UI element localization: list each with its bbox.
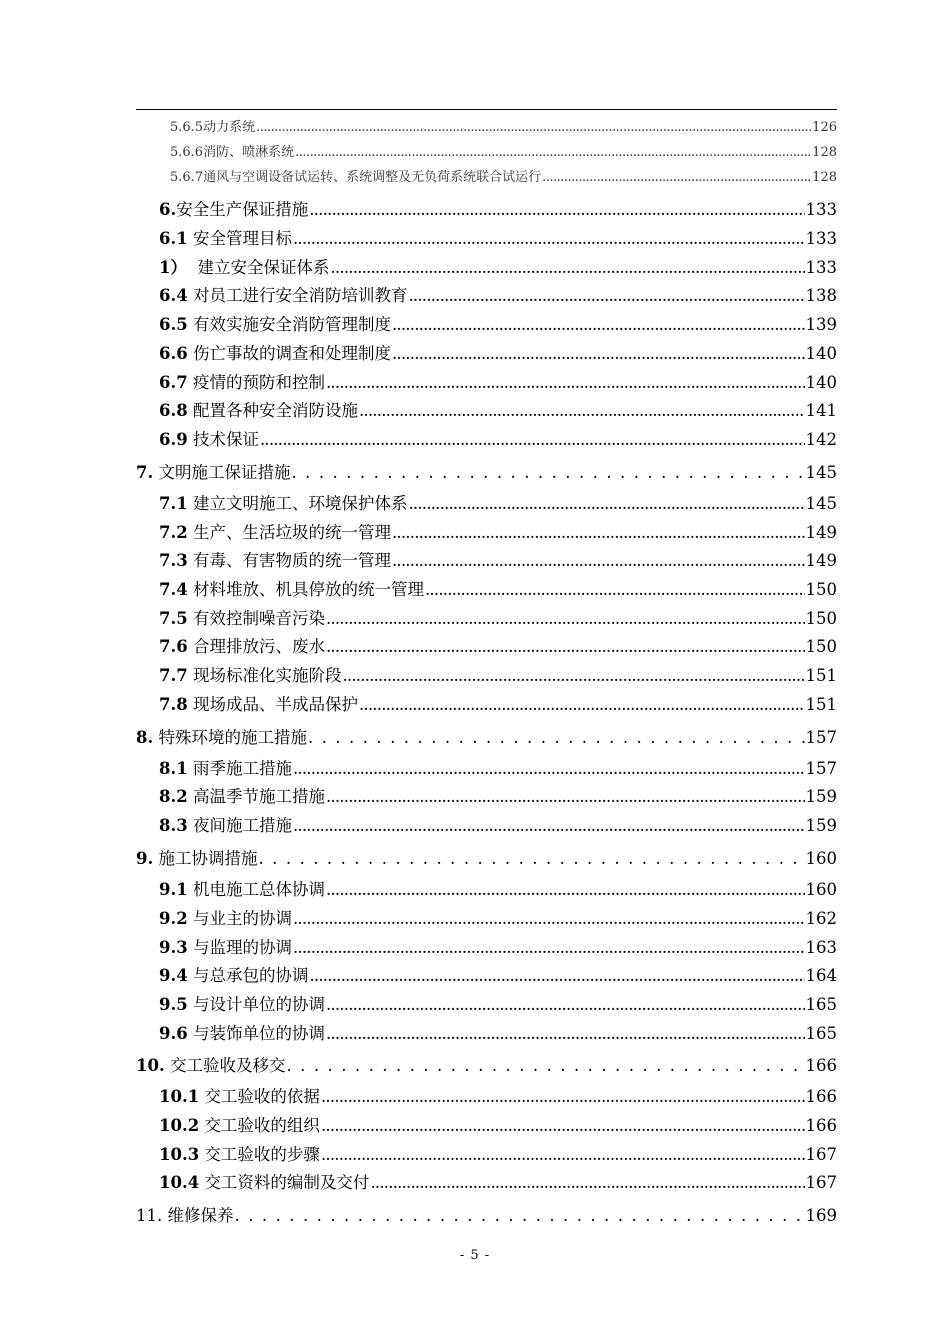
toc-entry-5-6-6[interactable] bbox=[170, 144, 837, 162]
toc-entry-5-6-5[interactable] bbox=[170, 119, 837, 137]
toc-entry-number: 9.1 bbox=[159, 880, 188, 899]
toc-entry-7-7[interactable] bbox=[159, 664, 837, 688]
toc-entry-6-1-1[interactable] bbox=[159, 256, 837, 280]
toc-leader-dots bbox=[308, 726, 805, 750]
toc-entry-9-4[interactable] bbox=[159, 964, 837, 988]
toc-leader-dots bbox=[293, 227, 805, 251]
toc-entry-label bbox=[159, 757, 292, 781]
toc-entry-title: 建立安全保证体系 bbox=[186, 258, 330, 277]
toc-entry-number: 6.8 bbox=[159, 401, 188, 420]
toc-page-number: 166 bbox=[805, 1056, 837, 1075]
toc-leader-dots bbox=[309, 964, 804, 988]
toc-page-number: 150 bbox=[805, 580, 837, 599]
toc-entry-label bbox=[136, 1204, 234, 1228]
toc-entry-number: 9.4 bbox=[159, 966, 188, 985]
toc-page-number: 141 bbox=[805, 401, 837, 420]
toc-page-number: 167 bbox=[805, 1145, 837, 1164]
toc-entry-title: 维修保养 bbox=[162, 1206, 234, 1225]
toc-entry-label bbox=[159, 198, 308, 222]
toc-entry-title: 建立文明施工、环境保护体系 bbox=[187, 494, 408, 513]
toc-chapter-11[interactable] bbox=[136, 1204, 837, 1228]
toc-leader-dots bbox=[370, 1171, 804, 1195]
toc-entry-6[interactable] bbox=[159, 198, 837, 222]
toc-leader-dots bbox=[408, 284, 804, 308]
toc-entry-label bbox=[159, 549, 391, 573]
toc-entry-number: 6.4 bbox=[159, 286, 188, 305]
toc-entry-number: 10.2 bbox=[159, 1116, 200, 1135]
toc-leader-dots bbox=[326, 878, 805, 902]
toc-entry-label bbox=[159, 1114, 320, 1138]
toc-chapter-8[interactable] bbox=[136, 726, 837, 750]
toc-page-number: 133 bbox=[805, 200, 837, 219]
toc-page-number: 160 bbox=[805, 849, 837, 868]
toc-entry-label: 5.6.7通风与空调设备试运转、系统调整及无负荷系统联合试运行 bbox=[170, 170, 542, 185]
toc-entry-title: 机电施工总体协调 bbox=[187, 880, 325, 899]
toc-entry-title: 交工资料的编制及交付 bbox=[199, 1173, 370, 1192]
toc-page-number: 145 bbox=[805, 463, 837, 482]
toc-page-number: 157 bbox=[805, 728, 837, 747]
toc-entry-number: 10. bbox=[136, 1056, 165, 1075]
toc-leader-dots bbox=[425, 578, 805, 602]
toc-entry-label bbox=[136, 1054, 285, 1078]
toc-entry-6-6[interactable] bbox=[159, 342, 837, 366]
toc-entry-label bbox=[159, 578, 424, 602]
toc-entry-7-1[interactable] bbox=[159, 492, 837, 516]
toc-entry-label bbox=[159, 1022, 325, 1046]
toc-entry-title: 与监理的协调 bbox=[187, 938, 292, 957]
toc-page-number: 149 bbox=[805, 551, 837, 570]
toc-leader-dots bbox=[258, 847, 804, 871]
toc-entry-7-4[interactable] bbox=[159, 578, 837, 602]
toc-leader-dots bbox=[392, 342, 805, 366]
toc-entry-9-6[interactable] bbox=[159, 1022, 837, 1046]
toc-entry-7-8[interactable] bbox=[159, 693, 837, 717]
toc-entry-title: 雨季施工措施 bbox=[187, 759, 292, 778]
toc-entry-6-5[interactable] bbox=[159, 313, 837, 337]
toc-leader-dots bbox=[256, 119, 811, 137]
toc-entry-title: 夜间施工措施 bbox=[187, 816, 292, 835]
toc-entry-number: 9.3 bbox=[159, 938, 188, 957]
toc-entry-number: 8.3 bbox=[159, 816, 188, 835]
toc-chapter-7[interactable] bbox=[136, 461, 837, 485]
toc-entry-label bbox=[159, 936, 292, 960]
toc-page-number: 128 bbox=[812, 145, 837, 160]
toc-entry-title: 安全生产保证措施 bbox=[176, 200, 309, 219]
toc-leader-dots bbox=[408, 492, 804, 516]
toc-entry-label bbox=[136, 847, 257, 871]
toc-page-number: 150 bbox=[805, 609, 837, 628]
toc-entry-number: 6.6 bbox=[159, 344, 188, 363]
toc-entry-7-6[interactable] bbox=[159, 635, 837, 659]
toc-page-number: 140 bbox=[805, 344, 837, 363]
toc-entry-number: 11. bbox=[136, 1206, 163, 1225]
toc-page-number: 133 bbox=[805, 229, 837, 248]
toc-leader-dots bbox=[321, 1085, 805, 1109]
toc-entry-title: 交工验收及移交 bbox=[164, 1056, 286, 1075]
toc-entry-title: 特殊环境的施工措施 bbox=[153, 728, 307, 747]
toc-entry-number: 10.3 bbox=[159, 1145, 200, 1164]
toc-page-number: 165 bbox=[805, 1024, 837, 1043]
toc-entry-label bbox=[136, 726, 307, 750]
toc-page-number: 169 bbox=[805, 1206, 837, 1225]
toc-page-number: 126 bbox=[812, 120, 837, 135]
toc-page-number: 160 bbox=[805, 880, 837, 899]
toc-entry-title: 生产、生活垃圾的统一管理 bbox=[187, 523, 391, 542]
toc-leader-dots bbox=[293, 757, 805, 781]
toc-leader-dots bbox=[326, 785, 805, 809]
toc-leader-dots bbox=[330, 256, 804, 280]
toc-page-number: 165 bbox=[805, 995, 837, 1014]
toc-entry-10-4[interactable] bbox=[159, 1171, 837, 1195]
toc-page-number: 162 bbox=[805, 909, 837, 928]
toc-entry-number: 6. bbox=[159, 200, 177, 219]
toc-leader-dots bbox=[235, 1204, 805, 1228]
toc-entry-label bbox=[159, 814, 292, 838]
toc-leader-dots bbox=[392, 313, 805, 337]
toc-leader-dots bbox=[326, 1022, 805, 1046]
toc-page-number: 151 bbox=[805, 666, 837, 685]
toc-page-number: 164 bbox=[805, 966, 837, 985]
toc-entry-label bbox=[159, 256, 329, 280]
toc-page-number: 150 bbox=[805, 637, 837, 656]
toc-page-number: 138 bbox=[805, 286, 837, 305]
toc-page-number: 157 bbox=[805, 759, 837, 778]
toc-entry-title: 施工协调措施 bbox=[153, 849, 258, 868]
toc-entry-number: 9.5 bbox=[159, 995, 188, 1014]
toc-leader-dots bbox=[286, 1054, 804, 1078]
toc-entry-9-1[interactable] bbox=[159, 878, 837, 902]
toc-leader-dots bbox=[392, 521, 805, 545]
toc-entry-6-4[interactable] bbox=[159, 284, 837, 308]
toc-entry-6-7[interactable] bbox=[159, 371, 837, 395]
toc-leader-dots bbox=[293, 936, 805, 960]
toc-entry-label bbox=[159, 313, 391, 337]
toc-entry-number: 8.2 bbox=[159, 787, 188, 806]
toc-page-number: 133 bbox=[805, 258, 837, 277]
toc-entry-7-3[interactable] bbox=[159, 549, 837, 573]
toc-entry-label bbox=[159, 284, 407, 308]
toc-page-number: 163 bbox=[805, 938, 837, 957]
toc-entry-number: 7.5 bbox=[159, 609, 188, 628]
toc-entry-title: 现场标准化实施阶段 bbox=[187, 666, 342, 685]
toc-entry-number: 7.3 bbox=[159, 551, 188, 570]
toc-entry-8-1[interactable] bbox=[159, 757, 837, 781]
toc-entry-label bbox=[159, 878, 325, 902]
toc-entry-5-6-7[interactable] bbox=[170, 169, 837, 187]
toc-leader-dots bbox=[542, 169, 811, 187]
toc-entry-6-8[interactable] bbox=[159, 399, 837, 423]
toc-entry-label bbox=[159, 1143, 320, 1167]
toc-entry-number: 7.6 bbox=[159, 637, 188, 656]
toc-entry-title: 高温季节施工措施 bbox=[187, 787, 325, 806]
toc-page-number: 139 bbox=[805, 315, 837, 334]
toc-entry-label bbox=[159, 993, 325, 1017]
toc-leader-dots bbox=[295, 144, 811, 162]
toc-entry-number: 1） bbox=[159, 258, 187, 277]
toc-entry-label bbox=[159, 607, 325, 631]
toc-leader-dots bbox=[342, 664, 804, 688]
toc-entry-number: 6.5 bbox=[159, 315, 188, 334]
toc-entry-title: 有效实施安全消防管理制度 bbox=[187, 315, 391, 334]
toc-entry-9-3[interactable] bbox=[159, 936, 837, 960]
toc-entry-title: 交工验收的步骤 bbox=[199, 1145, 320, 1164]
toc-entry-8-3[interactable] bbox=[159, 814, 837, 838]
toc-leader-dots bbox=[392, 549, 805, 573]
toc-entry-title: 对员工进行安全消防培训教育 bbox=[187, 286, 408, 305]
toc-entry-number: 10.1 bbox=[159, 1087, 200, 1106]
toc-entry-title: 现场成品、半成品保护 bbox=[187, 695, 358, 714]
toc-leader-dots bbox=[326, 371, 805, 395]
toc-page-number: 166 bbox=[805, 1087, 837, 1106]
toc-leader-dots bbox=[321, 1143, 805, 1167]
toc-entry-label bbox=[136, 461, 290, 485]
toc-entry-number: 7. bbox=[136, 463, 154, 482]
toc-entry-label bbox=[159, 492, 407, 516]
toc-entry-number: 6.7 bbox=[159, 373, 188, 392]
toc-leader-dots bbox=[326, 993, 805, 1017]
toc-entry-title: 疫情的预防和控制 bbox=[187, 373, 325, 392]
toc-entry-title: 文明施工保证措施 bbox=[153, 463, 291, 482]
toc-entry-label bbox=[159, 1085, 320, 1109]
toc-entry-label: 5.6.6消防、喷淋系统 bbox=[170, 145, 295, 160]
toc-page-number: 145 bbox=[805, 494, 837, 513]
toc-leader-dots bbox=[291, 461, 804, 485]
toc-entry-7-5[interactable] bbox=[159, 607, 837, 631]
toc-entry-number: 7.8 bbox=[159, 695, 188, 714]
toc-entry-title: 配置各种安全消防设施 bbox=[187, 401, 358, 420]
toc-entry-label bbox=[159, 907, 292, 931]
toc-page-number: 142 bbox=[805, 430, 837, 449]
toc-entry-label bbox=[159, 227, 292, 251]
toc-page-number: 128 bbox=[812, 170, 837, 185]
toc-entry-title: 交工验收的组织 bbox=[199, 1116, 320, 1135]
toc-entry-number: 7.7 bbox=[159, 666, 188, 685]
toc-entry-label bbox=[159, 1171, 369, 1195]
toc-entry-label bbox=[159, 964, 308, 988]
toc-entry-label bbox=[159, 399, 358, 423]
toc-leader-dots bbox=[293, 907, 805, 931]
toc-entry-title: 与设计单位的协调 bbox=[187, 995, 325, 1014]
toc-entry-6-9[interactable] bbox=[159, 428, 837, 452]
toc-entry-6-1[interactable] bbox=[159, 227, 837, 251]
toc-leader-dots bbox=[359, 693, 805, 717]
toc-entry-number: 9.2 bbox=[159, 909, 188, 928]
toc-entry-10-1[interactable] bbox=[159, 1085, 837, 1109]
toc-entry-number: 8.1 bbox=[159, 759, 188, 778]
toc-entry-number: 6.9 bbox=[159, 430, 188, 449]
toc-chapter-9[interactable] bbox=[136, 847, 837, 871]
toc-entry-label bbox=[159, 371, 325, 395]
toc-leader-dots bbox=[359, 399, 805, 423]
toc-entry-number: 8. bbox=[136, 728, 154, 747]
toc-entry-label bbox=[159, 664, 341, 688]
toc-page-number: 166 bbox=[805, 1116, 837, 1135]
page-footer-number: - 5 - bbox=[459, 1248, 491, 1263]
toc-page-number: 159 bbox=[805, 816, 837, 835]
toc-entry-9-5[interactable] bbox=[159, 993, 837, 1017]
toc-leader-dots bbox=[309, 198, 804, 222]
toc-entry-label bbox=[159, 428, 259, 452]
toc-entry-7-2[interactable] bbox=[159, 521, 837, 545]
toc-entry-label bbox=[159, 635, 325, 659]
toc-entry-number: 10.4 bbox=[159, 1173, 200, 1192]
toc-entry-8-2[interactable] bbox=[159, 785, 837, 809]
toc-page-number: 149 bbox=[805, 523, 837, 542]
toc-entry-number: 9.6 bbox=[159, 1024, 188, 1043]
toc-page-number: 159 bbox=[805, 787, 837, 806]
toc-entry-9-2[interactable] bbox=[159, 907, 837, 931]
toc-leader-dots bbox=[293, 814, 805, 838]
toc-entry-label bbox=[159, 785, 325, 809]
toc-entry-number: 7.1 bbox=[159, 494, 188, 513]
toc-entry-number: 6.1 bbox=[159, 229, 188, 248]
toc-page-number: 151 bbox=[805, 695, 837, 714]
toc-leader-dots bbox=[326, 607, 805, 631]
toc-entry-10-3[interactable] bbox=[159, 1143, 837, 1167]
toc-entry-title: 与总承包的协调 bbox=[187, 966, 309, 985]
toc-entry-number: 7.2 bbox=[159, 523, 188, 542]
toc-entry-label bbox=[159, 693, 358, 717]
toc-entry-title: 与装饰单位的协调 bbox=[187, 1024, 325, 1043]
toc-entry-number: 7.4 bbox=[159, 580, 188, 599]
toc-entry-title: 安全管理目标 bbox=[187, 229, 292, 248]
toc-entry-title: 交工验收的依据 bbox=[199, 1087, 320, 1106]
toc-chapter-10[interactable] bbox=[136, 1054, 837, 1078]
toc-entry-title: 材料堆放、机具停放的统一管理 bbox=[187, 580, 424, 599]
toc-leader-dots bbox=[321, 1114, 805, 1138]
toc-entry-title: 伤亡事故的调查和处理制度 bbox=[187, 344, 391, 363]
toc-entry-label: 5.6.5动力系统 bbox=[170, 120, 256, 135]
toc-entry-label bbox=[159, 342, 391, 366]
toc-entry-title: 技术保证 bbox=[187, 430, 259, 449]
toc-page-number: 167 bbox=[805, 1173, 837, 1192]
toc-entry-label bbox=[159, 521, 391, 545]
toc-leader-dots bbox=[326, 635, 805, 659]
toc-entry-title: 有毒、有害物质的统一管理 bbox=[187, 551, 391, 570]
toc-entry-number: 9. bbox=[136, 849, 154, 868]
toc-entry-10-2[interactable] bbox=[159, 1114, 837, 1138]
toc-leader-dots bbox=[260, 428, 805, 452]
toc-entry-title: 有效控制噪音污染 bbox=[187, 609, 325, 628]
toc-entry-title: 合理排放污、废水 bbox=[187, 637, 325, 656]
toc-page-number: 140 bbox=[805, 373, 837, 392]
toc-entry-title: 与业主的协调 bbox=[187, 909, 292, 928]
